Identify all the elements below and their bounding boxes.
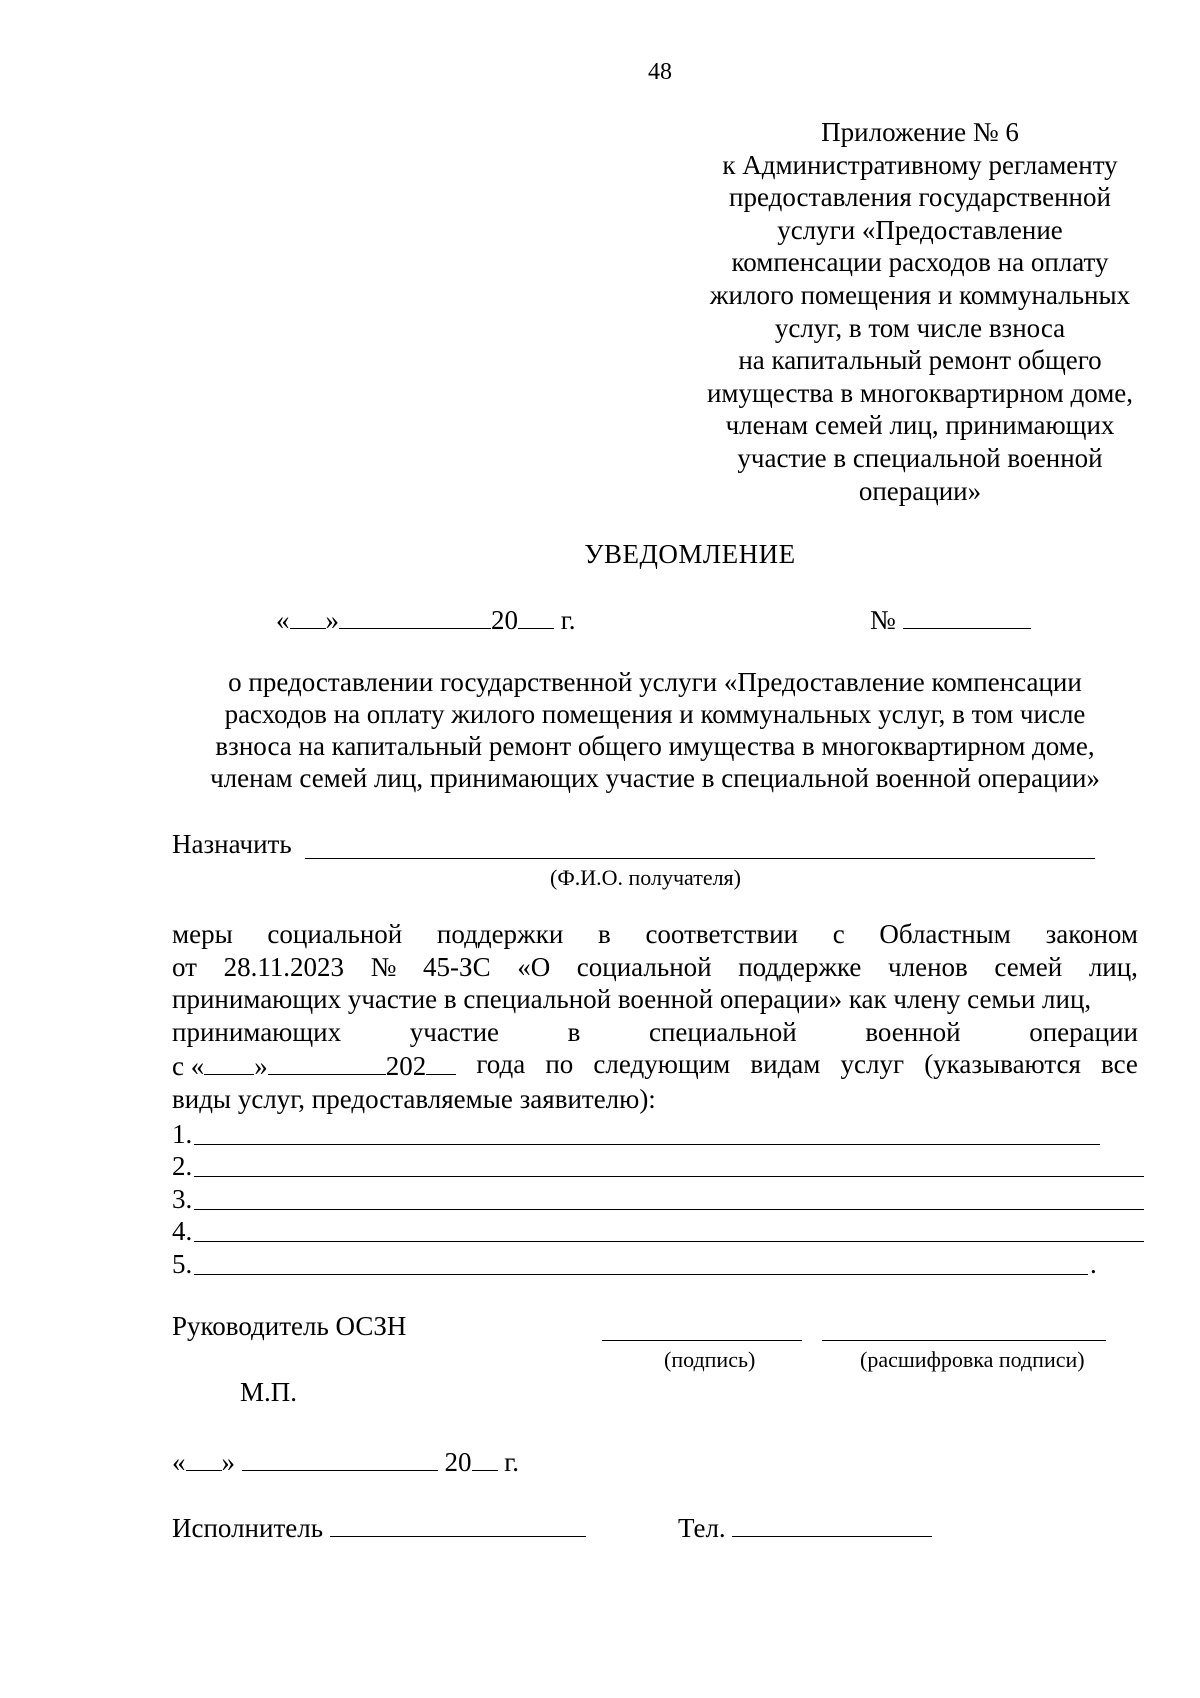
year-prefix: 202	[385, 1051, 427, 1081]
appendix-line: Приложение № 6	[821, 117, 1019, 147]
word: операции	[1029, 1016, 1138, 1047]
year-prefix: 20	[444, 1447, 472, 1477]
word: социальной	[267, 919, 403, 949]
number-line	[870, 602, 1031, 636]
appendix-line: операции»	[858, 475, 982, 506]
word: года	[476, 1049, 526, 1079]
date-line	[276, 602, 576, 636]
word: с	[172, 1051, 184, 1081]
list-item-label: 3.	[172, 1183, 193, 1214]
word: военной	[865, 1016, 961, 1047]
executor-line	[172, 1510, 586, 1544]
phone-line	[678, 1510, 932, 1544]
appendix-line: членам семей лиц, принимающих	[725, 410, 1115, 441]
word: 28.11.2023	[223, 951, 345, 982]
appendix-line: услуги «Предоставление	[777, 214, 1063, 245]
month-blank[interactable]	[242, 1444, 438, 1471]
end-dot: .	[1090, 1248, 1097, 1279]
year-blank[interactable]	[518, 602, 554, 629]
signature-date-line	[172, 1444, 519, 1478]
word: участие	[409, 1016, 499, 1047]
appendix-line: услуг, в том числе взноса	[774, 312, 1066, 343]
start-month-blank[interactable]	[268, 1048, 386, 1075]
word: лиц,	[1088, 951, 1138, 982]
word: в	[597, 919, 611, 949]
day-blank[interactable]	[290, 602, 326, 629]
open-quote: «	[276, 605, 290, 635]
word: меры	[172, 919, 233, 949]
seal-label: М.П.	[240, 1377, 298, 1407]
word: принимающих	[172, 1016, 342, 1047]
word: соответствии	[645, 919, 798, 949]
subject-line: членам семей лиц, принимающих участие в специальной военной операции»	[210, 763, 1100, 793]
subject-paragraph	[170, 666, 1140, 794]
word: социальной	[576, 951, 712, 982]
start-day-blank[interactable]	[204, 1048, 254, 1075]
start-year-blank[interactable]	[426, 1048, 456, 1075]
phone-label: Тел.	[678, 1513, 726, 1543]
subject-line: о предоставлении государственной услуги «Предоставление компенсации	[228, 667, 1082, 697]
word: следующим	[593, 1049, 731, 1079]
service-blank[interactable]	[194, 1209, 1144, 1210]
month-blank[interactable]	[339, 602, 491, 629]
measures-line-2	[172, 951, 1138, 984]
appendix-header	[690, 116, 1150, 507]
list-item	[172, 1183, 192, 1215]
open-quote: «	[190, 1051, 205, 1081]
subject-line: взноса на капитальный ремонт общего имущества в многоквартирном доме,	[215, 731, 1095, 761]
word: №	[370, 951, 397, 982]
measures-line-5	[172, 1048, 1138, 1083]
word: услуг	[840, 1049, 905, 1079]
appendix-line: участие в специальной военной	[737, 442, 1103, 473]
head-label: Руководитель ОСЗН	[172, 1311, 407, 1341]
word: видам	[750, 1049, 821, 1079]
signature-decode-blank[interactable]	[822, 1340, 1106, 1341]
subject-line: расходов на оплату жилого помещения и коммунальных услуг, в том числе	[224, 699, 1086, 729]
list-item	[172, 1215, 192, 1247]
close-quote: »	[325, 605, 339, 635]
list-item-label: 4.	[172, 1216, 193, 1247]
list-item	[172, 1118, 192, 1150]
measures-line-4	[172, 1016, 1138, 1049]
service-blank[interactable]	[194, 1176, 1144, 1177]
document-title: УВЕДОМЛЕНИЕ	[584, 539, 796, 569]
recipient-name-blank[interactable]	[305, 858, 1095, 859]
phone-blank[interactable]	[732, 1510, 932, 1537]
service-blank[interactable]	[194, 1144, 1100, 1145]
word: специальной	[649, 1016, 797, 1047]
measures-line-3: принимающих участие в специальной военной операции» как члену семьи лиц,	[172, 984, 1092, 1014]
word: от	[172, 951, 197, 982]
appendix-line: жилого помещения и коммунальных	[709, 279, 1131, 310]
word: Областным	[879, 919, 1011, 949]
measures-line-6: виды услуг, предоставляемые заявителю):	[172, 1083, 656, 1114]
word: поддержке	[738, 951, 862, 982]
word: законом	[1045, 919, 1138, 949]
word: все	[1101, 1049, 1138, 1079]
measures-line-1	[172, 918, 1138, 951]
appendix-line: имущества в многоквартирном доме,	[706, 377, 1134, 408]
executor-blank[interactable]	[330, 1510, 586, 1537]
service-blank[interactable]	[194, 1241, 1144, 1242]
list-item-label: 1.	[172, 1119, 193, 1149]
year-suffix: г.	[504, 1447, 520, 1477]
word: «О	[517, 951, 551, 982]
appendix-line: предоставления государственной	[729, 182, 1111, 213]
appendix-line: к Административному регламенту	[722, 149, 1118, 180]
list-item	[172, 1150, 192, 1182]
list-item	[172, 1248, 1097, 1280]
year-suffix: г.	[560, 605, 576, 635]
word: членов	[888, 951, 968, 982]
word: семей	[994, 951, 1063, 982]
recipient-caption: (Ф.И.О. получателя)	[550, 865, 742, 890]
assign-label: Назначить	[172, 829, 292, 859]
appendix-line: компенсации расходов на оплату	[731, 247, 1109, 278]
year-blank[interactable]	[472, 1444, 498, 1471]
day-blank[interactable]	[186, 1444, 222, 1471]
word: поддержки	[436, 919, 564, 949]
close-quote: »	[221, 1447, 235, 1477]
measures-paragraph	[172, 918, 1138, 1115]
signature-decode-caption: (расшифровка подписи)	[860, 1347, 1085, 1372]
signature-caption: (подпись)	[664, 1347, 756, 1372]
service-blank[interactable]	[194, 1274, 1088, 1275]
word: 45-ЗС	[423, 951, 491, 982]
word: с	[832, 919, 845, 949]
word: в	[567, 1016, 581, 1047]
page-number: 48	[648, 59, 672, 85]
word: по	[545, 1049, 574, 1079]
start-date-group	[172, 1048, 456, 1083]
open-quote: «	[172, 1447, 186, 1477]
list-item-label: 2.	[172, 1151, 193, 1182]
word: (указываются	[924, 1049, 1081, 1079]
executor-label: Исполнитель	[172, 1513, 324, 1543]
appendix-line: на капитальный ремонт общего	[738, 345, 1102, 376]
year-prefix: 20	[491, 605, 518, 635]
services-list	[172, 1118, 1097, 1280]
close-quote: »	[254, 1051, 268, 1081]
number-blank[interactable]	[903, 602, 1031, 629]
signature-blank[interactable]	[602, 1340, 802, 1341]
list-item-label: 5.	[172, 1248, 193, 1279]
number-label: №	[870, 605, 896, 635]
